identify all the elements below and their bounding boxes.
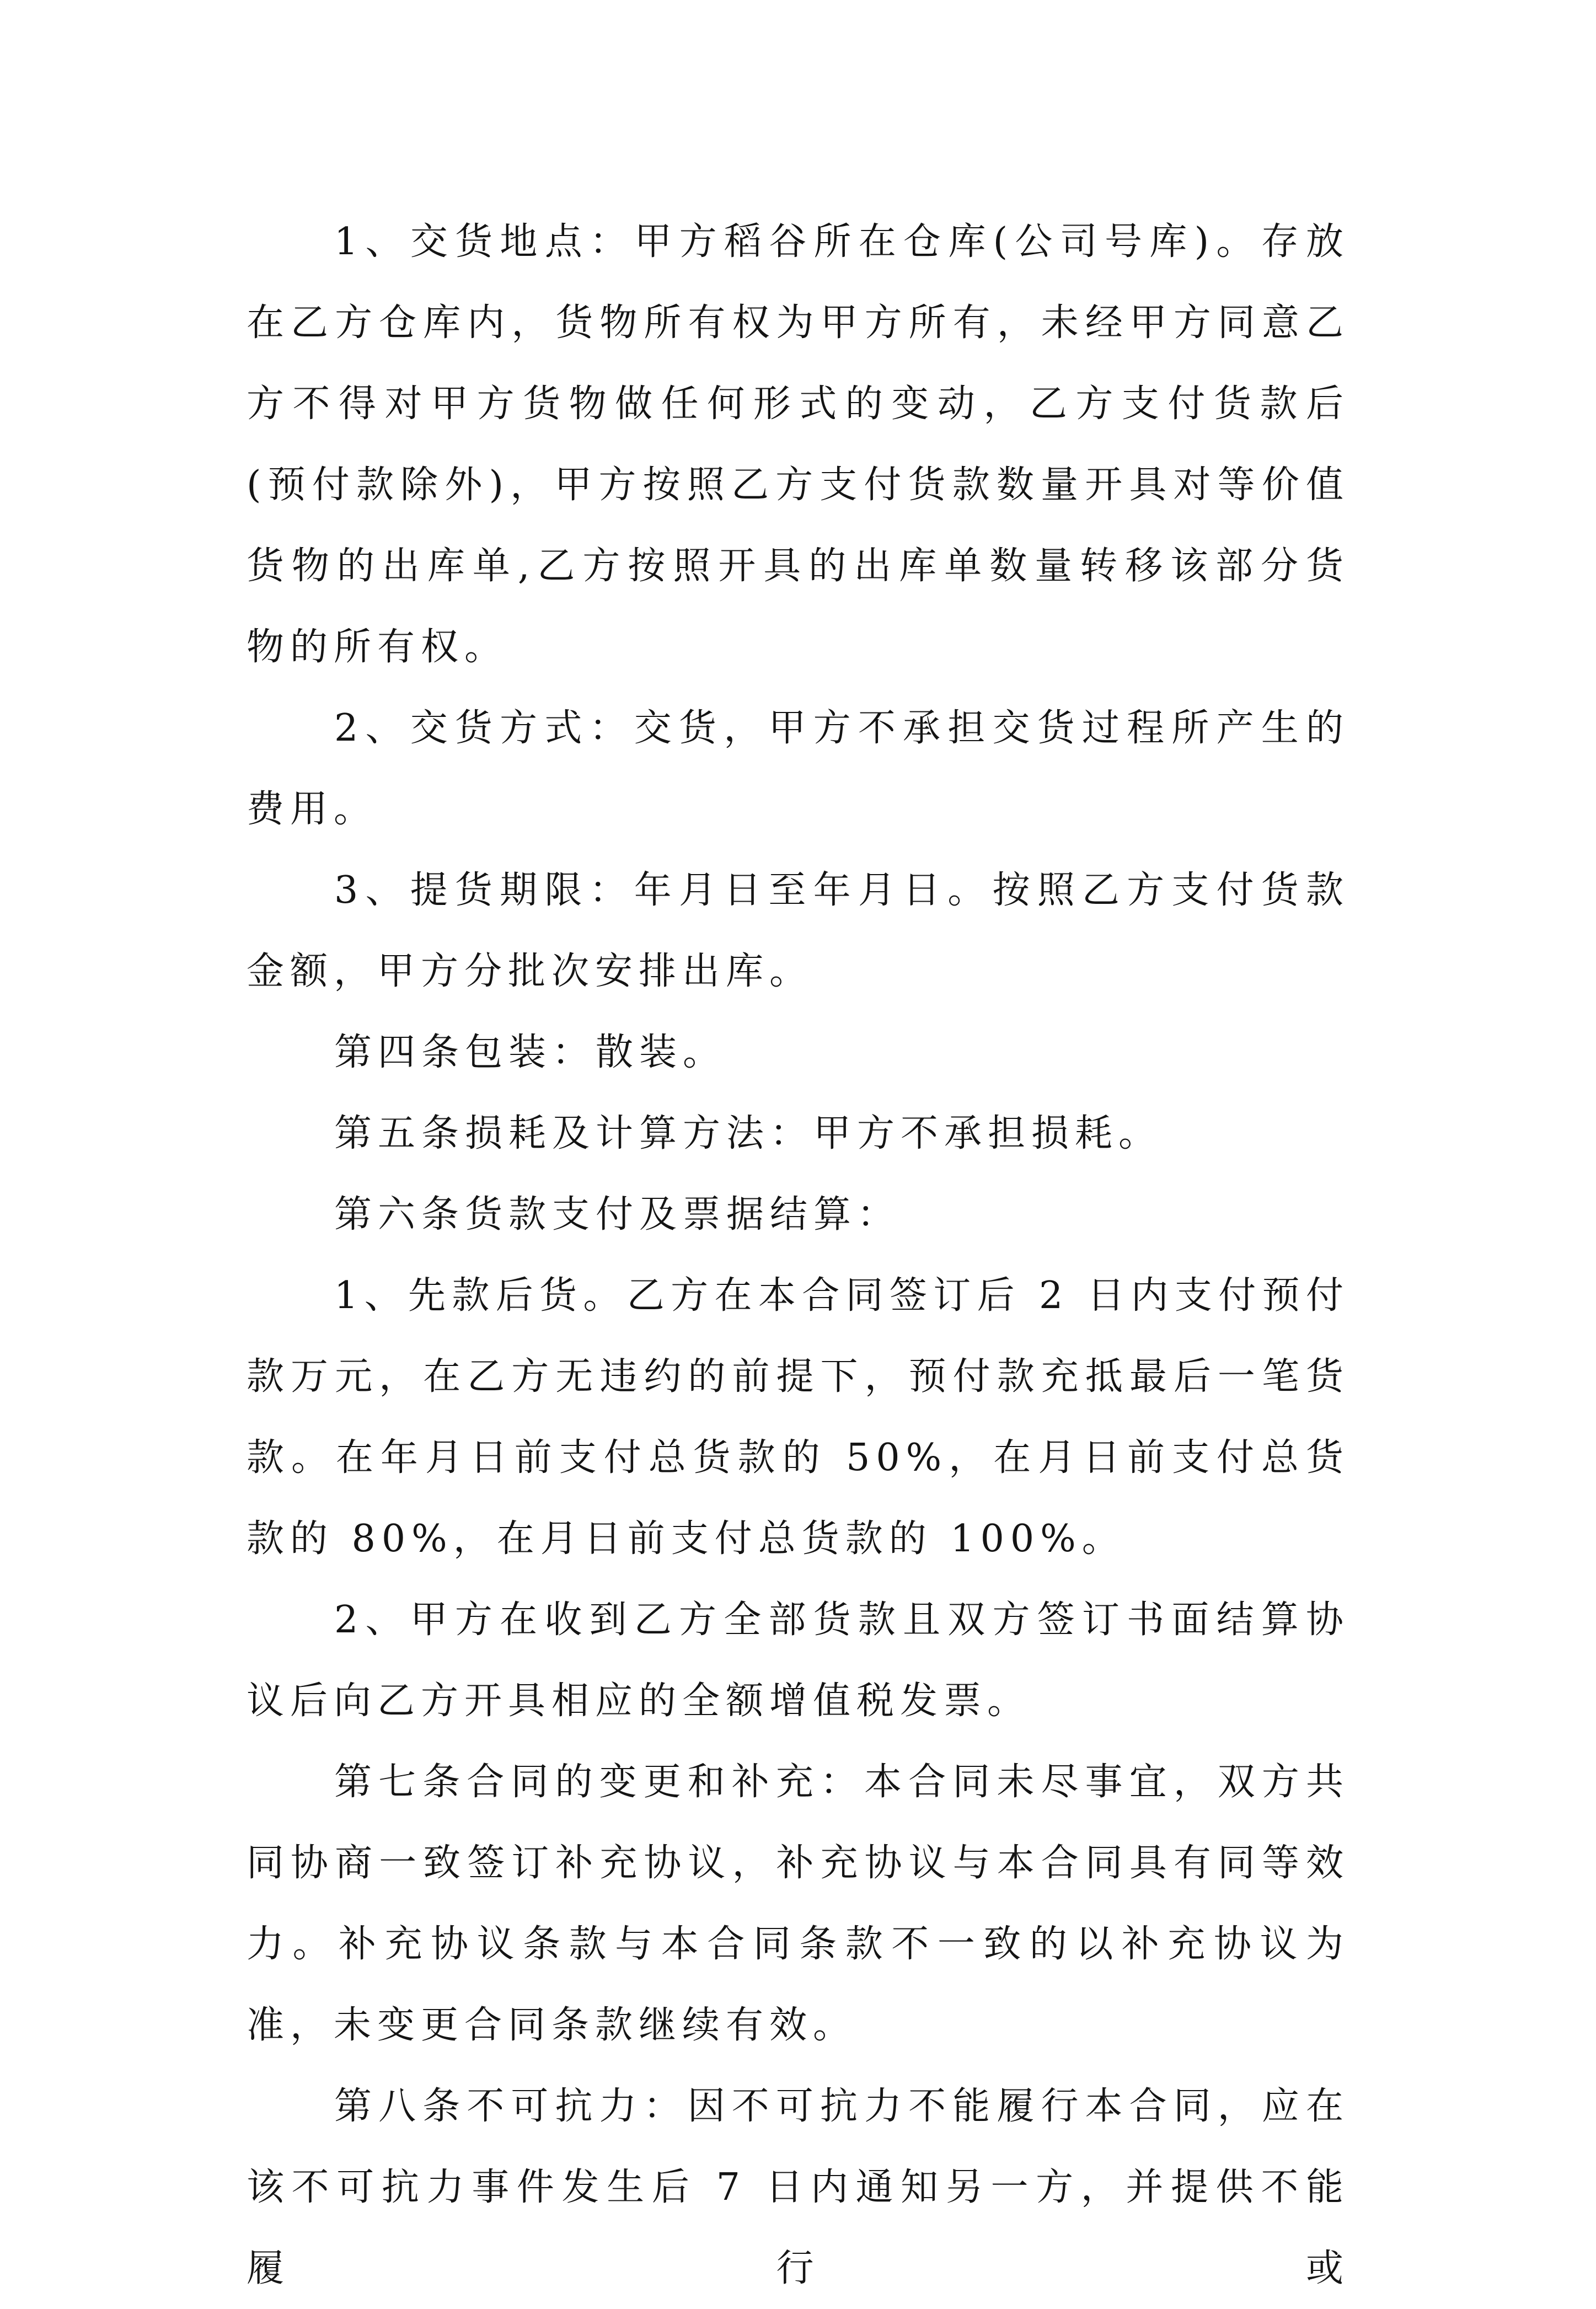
paragraph-delivery-location: 1、交货地点：甲方稻谷所在仓库(公司号库)。存放在乙方仓库内，货物所有权为甲方所有，未经甲方同意乙方不得对甲方货物做任何形式的变动，乙方支付货款后(预付款除外)，甲方按照乙方支付货款数量开具对等价值货物的出库单,乙方按照开具的出库单数量转移该部分货物的所有权。 (247, 220, 1349, 669)
paragraph-article-5: 第五条损耗及计算方法：甲方不承担损耗。 (334, 1112, 1163, 1155)
paragraph-article-7: 第七条合同的变更和补充：本合同未尽事宜，双方共同协商一致签订补充协议，补充协议与本合同具有同等效力。补充协议条款与本合同条款不一致的以补充协议为准，未变更合同条款继续有效。 (247, 1760, 1349, 2047)
document-body (247, 201, 1349, 2309)
paragraph-pickup-period: 3、提货期限：年月日至年月日。按照乙方支付货款金额，甲方分批次安排出库。 (247, 869, 1349, 993)
paragraph-article-6: 第六条货款支付及票据结算： (334, 1193, 901, 1236)
paragraph-delivery-method: 2、交货方式：交货，甲方不承担交货过程所产生的费用。 (247, 706, 1349, 831)
paragraph-article-8: 第八条不可抗力：因不可抗力不能履行本合同，应在该不可抗力事件发生后 7 日内通知另一方，并提供不能履行或 (247, 2085, 1349, 2290)
paragraph-payment-terms: 1、先款后货。乙方在本合同签订后 2 日内支付预付款万元，在乙方无违约的前提下，预付款充抵最后一笔货款。在年月日前支付总货款的 50%，在月日前支付总货款的 80%，在月日前支付总货款的 100%。 (247, 1274, 1349, 1561)
paragraph-article-4: 第四条包装：散装。 (334, 1031, 727, 1074)
paragraph-invoice: 2、甲方在收到乙方全部货款且双方签订书面结算协议后向乙方开具相应的全额增值税发票。 (247, 1598, 1349, 1723)
